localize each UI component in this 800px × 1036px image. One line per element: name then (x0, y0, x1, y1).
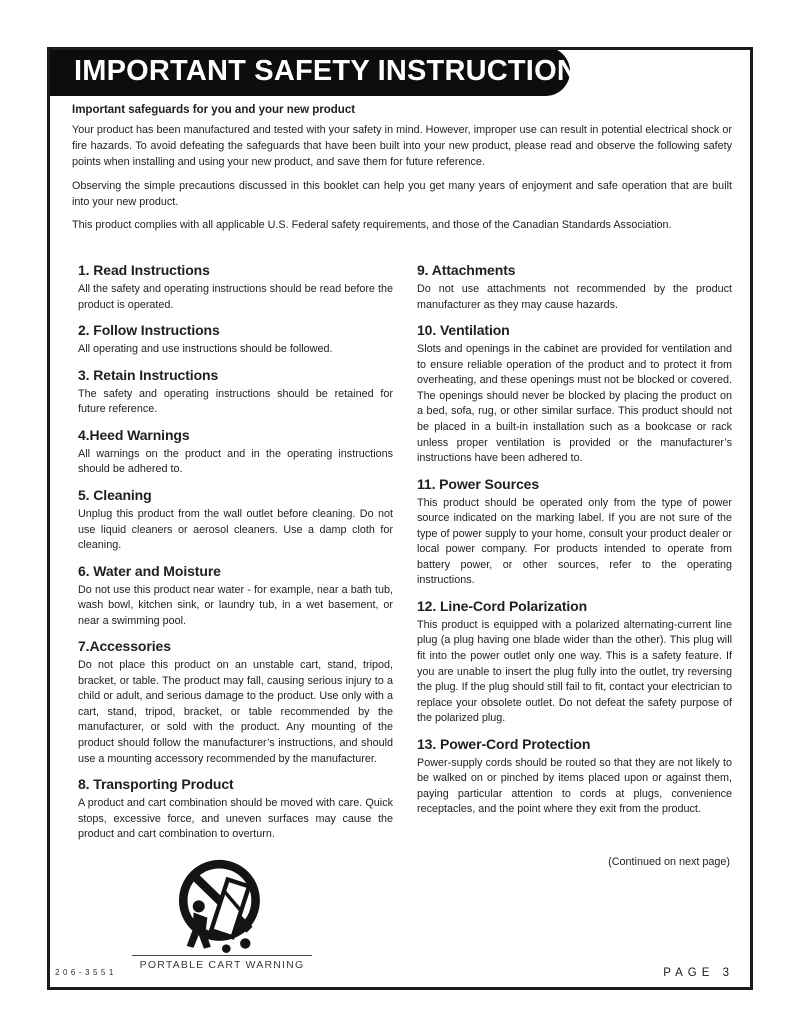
section-body: This product should be operated only from the type of power source indicated on the marking label. If you are not sure of the type of power supply to your home, consult your product dealer or local power company. For products intended to operate from battery power, or other sources, refer to the operating instructions. (417, 496, 732, 587)
section-body: The safety and operating instructions should be retained for future reference. (78, 387, 393, 416)
section-body: All operating and use instructions should be followed. (78, 343, 333, 356)
section-body: Do not use attachments not recommended by the product manufacturer as they may cause hazards. (417, 283, 732, 311)
section-attachments (417, 262, 732, 313)
section-heading: 6. Water and Moisture (78, 562, 221, 579)
section-heading: 11. Power Sources (417, 475, 540, 492)
intro-lead: Important safeguards for you and your new product (72, 104, 356, 116)
section-read-instructions (78, 262, 393, 313)
document-number: 206-3551 (55, 968, 117, 977)
section-heading: 8. Transporting Product (78, 776, 234, 793)
section-body: Slots and openings in the cabinet are provided for ventilation and to ensure reliable operation of the product and to protect it from overheating, and these openings must not be blocked or covered. The openings should never be blocked by placing the product on a bed, sofa, rug, or other similar surface. This product should not be placed in a built-in installation such as a bookcase or rack unless proper ventilation is provided or the manufacturer’s instructions have been adhered to. (417, 343, 732, 465)
intro-paragraph: This product complies with all applicable U.S. Federal safety requirements, and those of the Canadian Standards Association. (72, 218, 672, 231)
section-heading: 7.Accessories (78, 638, 171, 655)
section-heading: 13. Power-Cord Protection (417, 735, 591, 752)
section-body: All warnings on the product and in the operating instructions should be adhered to. (78, 447, 393, 476)
section-line-cord-polarization (417, 598, 732, 727)
section-heading: 5. Cleaning (78, 486, 152, 503)
page-content (72, 104, 732, 971)
section-heading: 12. Line-Cord Polarization (417, 597, 588, 614)
section-body: Power-supply cords should be routed so that they are not likely to be walked on or pinched by items placed upon or against them, paying particular attention to cords at plugs, convenience receptacles, and the point where they exit from the product. (417, 756, 732, 816)
section-heading: 2. Follow Instructions (78, 322, 220, 339)
section-heading: 4.Heed Warnings (78, 426, 190, 443)
section-heading: 3. Retain Instructions (78, 366, 219, 383)
page-title: IMPORTANT SAFETY INSTRUCTIONS (74, 55, 598, 87)
intro-paragraph: Your product has been manufactured and tested with your safety in mind. However, improper use can result in potential electrical shock or fire hazards. To avoid defeating the safeguards that have been built into your new product, please read and observe the following safety points when installing and using your new product, and save them for future reference. (72, 124, 732, 169)
continued-note: (Continued on next page) (608, 855, 730, 868)
cart-warning-label: PORTABLE CART WARNING (139, 958, 305, 971)
section-power-cord-protection (417, 736, 732, 818)
section-heading: 9. Attachments (417, 262, 516, 279)
section-body: Unplug this product from the wall outlet before cleaning. Do not use liquid cleaners or aerosol cleaners. Use a damp cloth for cleaning. (78, 507, 393, 552)
section-accessories (78, 638, 393, 767)
section-heed-warnings (78, 427, 393, 478)
section-retain-instructions (78, 367, 393, 418)
title-banner (47, 47, 598, 96)
no-tipping-cart-icon (124, 857, 320, 961)
intro-section (72, 104, 732, 233)
section-body: Do not use this product near water - for example, near a bath tub, wash bowl, kitchen sink, or laundry tub, in a wet basement, or near a swimming pool. (78, 583, 393, 627)
section-transporting-product (78, 776, 393, 843)
section-ventilation (417, 322, 732, 466)
page-number: PAGE 3 (663, 967, 734, 979)
intro-paragraph: Observing the simple precautions discussed in this booklet can help you get many years of enjoyment and safe operation that are built into your new product. (72, 179, 732, 208)
section-water-and-moisture (78, 563, 393, 630)
cart-warning-divider (132, 955, 312, 956)
two-column-body (72, 253, 732, 971)
section-body: This product is equipped with a polarized alternating-current line plug (a plug having one blade wider than the other). This plug will fit into the power outlet only one way. This is a safety feature. If you are unable to insert the plug fully into the outlet, try reversing the plug. If the plug should still fail to fit, contact your electrician to replace your obsolete outlet. Do not defeat the safety purpose of the polarized plug. (417, 618, 732, 725)
section-body: Do not place this product on an unstable cart, stand, tripod, bracket, or table. The product may fall, causing serious injury to a child or adult, and serious damage to the product. Use only with a cart, stand, tripod, bracket, or table recommended by the manufacturer, or sold with the product. Any mounting of the product should follow the manufacturer’s instructions, and should use a mounting accessory recommended by the manufacturer. (78, 659, 393, 765)
section-follow-instructions (78, 322, 393, 358)
section-power-sources (417, 476, 732, 589)
section-heading: 10. Ventilation (417, 322, 510, 339)
portable-cart-warning (124, 857, 320, 971)
left-column (78, 253, 393, 971)
section-heading: 1. Read Instructions (78, 262, 210, 279)
page-border-frame (47, 47, 753, 990)
section-cleaning (78, 487, 393, 554)
right-column (417, 253, 732, 971)
section-body: A product and cart combination should be moved with care. Quick stops, excessive force, and uneven surfaces may cause the product and cart combination to overturn. (78, 797, 393, 841)
section-body: All the safety and operating instructions should be read before the product is operated. (78, 283, 393, 311)
